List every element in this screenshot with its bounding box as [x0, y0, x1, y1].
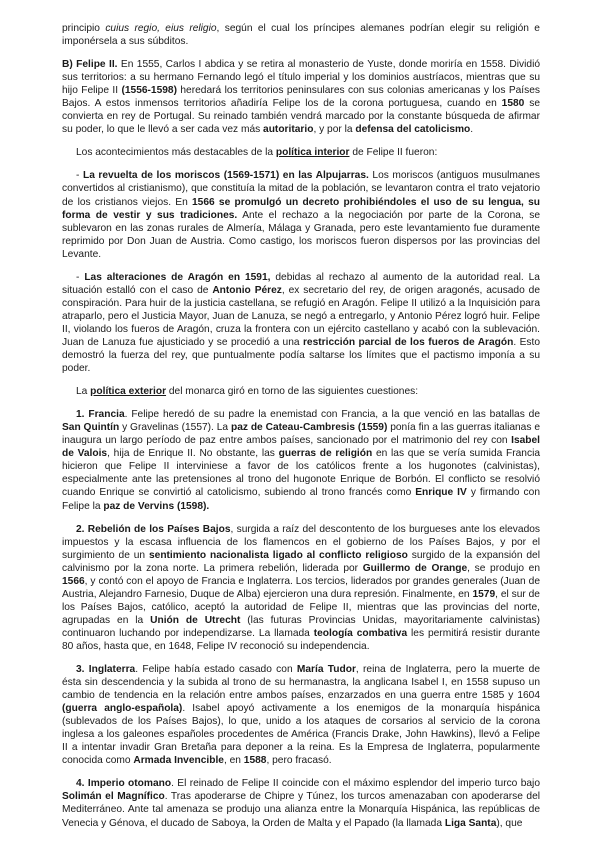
bold-run: 1566 — [62, 575, 85, 587]
bold-run: guerras de religión — [278, 448, 373, 460]
text-run: del monarca giró en torno de las siguientes cuestiones: — [166, 386, 419, 398]
felipe-paragraph — [62, 58, 540, 136]
bold-run: teología combativa — [313, 627, 408, 639]
bold-run: Las alteraciones de Aragón en 1591, — [84, 271, 271, 283]
text-run: Los moriscos (antiguos musulmanes convertidos al cristianismo), que constituía la mitad de la población, se levantaron contra el trato vejatorio de los cristianos viejos. En — [62, 170, 540, 208]
francia-paragraph — [62, 408, 540, 512]
text-run: heredará los territorios peninsulares con sus colonias americanas y los Países Bajos. A estos inmensos territorios añadiría Felipe los de la corona portuguesa, cuando en — [62, 85, 540, 110]
text-run: , y por la — [313, 124, 356, 136]
text-run: , y contó con el apoyo de Francia e Inglaterra. Los tercios, liderados por grandes generales (Juan de Austria, Alejandro Farnesio, Duque de Alba) ejercieron una dura represión. Finalmente, en — [62, 575, 540, 600]
latin-phrase: cuius regio, eius religio — [105, 23, 217, 34]
bold-run: Armada Invencible — [133, 755, 224, 767]
text-run: . Esto demostró la fuerza del rey, que puntualmente podía saltarse los límites que el pactismo imponía a su poder. — [62, 336, 540, 375]
text-run: (las futuras Provincias Unidas, mayoritariamente calvinistas) continuaron luchando por independizarse. La llamada — [62, 614, 540, 639]
interior-intro-paragraph — [62, 146, 540, 159]
bold-run: Unión de Utrecht — [150, 614, 241, 626]
text-run: surgido de la expansión del calvinismo por la zona norte. La primera rebelión, liderada por — [62, 549, 540, 574]
bullet-dash: - — [76, 271, 85, 283]
text-run: . Tras apoderarse de Chipre y Túnez, los turcos amenazaban con apoderarse del Mediterráneo. Ante tal amenaza se produjo una alianza entre la Monarquía Hispánica, las repúblicas de Venecia y Génova, el ducado de Saboya, la Orden de Malta y el Papado (la llamada — [62, 791, 541, 829]
item-heading: 3. Inglaterra — [76, 664, 136, 676]
bold-run: Guillermo de Orange — [362, 562, 468, 574]
text-run: principio — [62, 23, 106, 34]
bold-run: Enrique IV — [415, 487, 467, 499]
text-run: . Isabel apoyó activamente a los enemigos de la monarquía hispánica (sublevados de los Países Bajos), lo que, unido a los ataques de corsarios al servicio de la corona inglesa a los galeones españoles procedentes de América (Francis Drake, John Hawkins), llevó a Felipe II a intentar invadir Gran Bretaña para deponer a la reina. Es la Empresa de Inglaterra, popularmente conocida como — [62, 703, 540, 767]
text-run: Los acontecimientos más destacables de la — [76, 147, 276, 159]
section-heading: B) Felipe II. — [62, 59, 118, 71]
text-run: , reina de Inglaterra, pero la muerte de ésta sin descendencia y la subida al trono de su hermanastra, la anglicana Isabel I, en 1558 supuso un cambio de tendencia en la relación entre ambos países, enzarzados en una guerra entre 1585 y 1604 — [62, 664, 540, 702]
bold-run: 1566 se promulgó un decreto prohibiéndoles el uso de su lengua, su forma de vestir y sus tradiciones. — [62, 196, 541, 221]
exterior-intro-paragraph — [62, 385, 540, 398]
intro-paragraph — [62, 22, 540, 48]
text-run: y firmando con Felipe la — [62, 487, 540, 512]
bold-run: Liga Santa — [444, 817, 497, 829]
text-run: se convierta en rey de Portugal. Su reinado también vendrá marcado por la constante búsqueda de afirmar su poder, lo que le llevó a ser cada vez más — [62, 98, 540, 136]
text-run: En 1555, Carlos I abdica y se retira al monasterio de Yuste, donde moriría en 1558. Dividió sus territorios: a su hermano Fernando legó el título imperial y los dominios austríacos, mientras que su hijo Felipe II — [62, 59, 540, 97]
bold-run: sentimiento nacionalista ligado al conflicto religioso — [148, 549, 408, 561]
text-run: . Felipe había estado casado con — [135, 664, 297, 676]
bold-run: La revuelta de los moriscos (1569-1571) en las Alpujarras. — [82, 170, 369, 182]
otomano-paragraph — [62, 777, 540, 829]
text-run: . — [470, 124, 474, 136]
bold-run: paz de Vervins (1598). — [103, 500, 210, 512]
text-run: ponía fin a las guerras italianas e inaugura un largo período de paz entre ambos países, sancionado por el matrimonio del rey con — [62, 422, 540, 447]
text-run: , ex secretario del rey, de origen aragonés, acusado de conspiración. Para huir de la justicia castellana, se refugió en Aragón. Felipe II utilizó a la Inquisición para atraparlo, pero el Justicia Mayor, Juan de Lanuza, se negó a entregarlo, y Antonio Pérez logró huir. Felipe II, violando los fueros de Aragón, cruza la frontera con un ejército castellano y acabó con la sublevación. Juan de Lanuza fue ajusticiado y se procedió a una — [62, 284, 540, 348]
text-run: . Felipe heredó de su padre la enemistad con Francia, a la que venció en las batallas de — [124, 409, 540, 421]
bullet-dash: - — [76, 170, 83, 182]
text-run: , se produjo en — [467, 562, 540, 574]
text-run: Ante el rechazo a la negociación por parte de la Corona, se sublevaron en las zonas rurales de Almería, Málaga y Granada, pero este levantamiento fue duramente reprimido por Don Juan de Austria. Como castigo, los moriscos fueron dispersos por las provincias del Levante. — [62, 209, 540, 260]
text-run: , surgida a raíz del descontento de los burgueses ante los elevados impuestos y la escasa influencia de los flamencos en el gobierno de los Países Bajos, y por el surgimiento de un — [62, 523, 540, 561]
bold-run: 1580 — [501, 98, 525, 110]
text-run: les permitirá resistir durante 80 años, hasta que, en 1648, Felipe IV reconoció su independencia. — [62, 627, 540, 652]
bold-run: Antonio Pérez — [212, 284, 282, 296]
bold-run: María Tudor — [296, 664, 356, 676]
bold-run: defensa del catolicismo — [355, 124, 471, 136]
text-run: , el sur de los Países Bajos, católico, aceptó la autoridad de Felipe II, mientras que las provincias del norte, agrupadas en la — [62, 588, 540, 626]
text-run: , pero fracasó. — [266, 755, 332, 767]
bold-run: autoritario — [263, 124, 314, 136]
text-run: de Felipe II fueron: — [349, 147, 438, 159]
underlined-term: política exterior — [90, 386, 167, 398]
bold-run: paz de Cateau-Cambresis (1559) — [230, 422, 388, 434]
moriscos-paragraph — [62, 169, 540, 260]
bold-run: (guerra anglo-española) — [62, 703, 183, 715]
bold-run: restricción parcial de los fueros de Aragón — [302, 336, 514, 348]
document-page — [62, 22, 540, 840]
item-heading: 4. Imperio otomano — [76, 778, 172, 790]
item-heading: 2. Rebelión de los Países Bajos — [76, 523, 231, 535]
text-run: y Gravelinas (1557). La — [119, 422, 231, 434]
item-heading: 1. Francia — [76, 409, 125, 421]
text-run: , en — [223, 755, 244, 767]
bold-run: Isabel de Valois — [62, 435, 540, 460]
bold-run: Solimán el Magnífico — [62, 791, 165, 803]
bold-run: 1579 — [472, 588, 496, 600]
bold-run: (1556-1598) — [121, 85, 177, 97]
text-run: ), que — [496, 817, 523, 829]
underlined-term: política interior — [275, 147, 350, 159]
inglaterra-paragraph — [62, 663, 540, 767]
aragon-paragraph — [62, 271, 540, 375]
bold-run: San Quintín — [62, 422, 120, 434]
text-run: . El reinado de Felipe II coincide con el máximo esplendor del imperio turco bajo — [171, 778, 540, 790]
paises-bajos-paragraph — [62, 523, 540, 653]
text-run: , según el cual los príncipes alemanes podrían elegir su religión e imponérsela a sus súbditos. — [62, 23, 540, 48]
text-run: La — [76, 386, 91, 398]
text-run: , hija de Enrique II. No obstante, las — [107, 448, 279, 460]
text-run: debidas al rechazo al aumento de la autoridad real. La situación estalló con el caso de — [62, 271, 540, 296]
text-run: en las que se vería sumida Francia hicieron que Felipe II interviniese a favor de los católicos frente a los hugonotes (calvinistas), especialmente ante las pretensiones al trono del hugonote Enrique de Borbón. El conflicto se resolvió cuando Enrique se convirtió al catolicismo, subiendo al trono francés como — [62, 448, 540, 499]
bold-run: 1588 — [243, 755, 267, 767]
